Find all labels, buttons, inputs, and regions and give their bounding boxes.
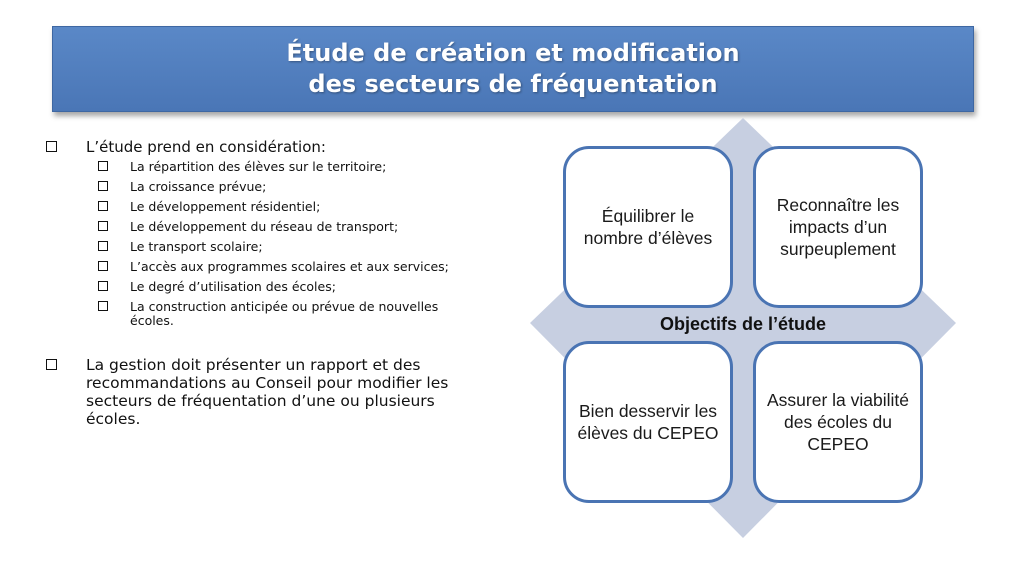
checkbox-icon xyxy=(46,141,57,152)
checkbox-icon xyxy=(98,241,108,251)
list-item xyxy=(98,300,456,328)
intro-bullet xyxy=(46,138,456,156)
list-item-text: Le développement résidentiel; xyxy=(130,199,321,214)
list-item xyxy=(98,260,456,274)
objective-text: Reconnaître les impacts d’un surpeuplement xyxy=(776,195,900,259)
list-item xyxy=(98,160,456,174)
conclusion-text: La gestion doit présenter un rapport et des recommandations au Conseil pour modifier les secteurs de fréquentation d’une ou plusieurs écoles. xyxy=(86,356,449,428)
objective-balance xyxy=(563,146,733,308)
list-item xyxy=(98,180,456,194)
list-item-text: La répartition des élèves sur le territoire; xyxy=(130,159,387,174)
conclusion-bullet xyxy=(46,356,456,428)
sub-list xyxy=(98,160,456,328)
list-item xyxy=(98,200,456,214)
title-banner xyxy=(52,26,974,112)
objective-serve-students xyxy=(563,341,733,503)
checkbox-icon xyxy=(98,301,108,311)
objective-overcrowding xyxy=(753,146,923,308)
list-item-text: L’accès aux programmes scolaires et aux services; xyxy=(130,259,449,274)
title-line-1: Étude de création et modification xyxy=(286,39,740,67)
list-item-text: La croissance prévue; xyxy=(130,179,267,194)
objective-text: Assurer la viabilité des écoles du CEPEO xyxy=(767,390,909,454)
list-item-text: Le développement du réseau de transport; xyxy=(130,219,399,234)
objectives-diagram xyxy=(530,118,950,536)
checkbox-icon xyxy=(98,261,108,271)
objective-text: Bien desservir les élèves du CEPEO xyxy=(577,401,719,443)
checkbox-icon xyxy=(98,201,108,211)
list-item-text: La construction anticipée ou prévue de nouvelles écoles. xyxy=(130,299,439,328)
intro-text: L’étude prend en considération: xyxy=(86,138,326,156)
objective-text: Équilibrer le nombre d’élèves xyxy=(583,206,713,248)
list-item-text: Le degré d’utilisation des écoles; xyxy=(130,279,336,294)
checkbox-icon xyxy=(98,281,108,291)
considerations-list xyxy=(46,138,456,428)
diagram-center-label: Objectifs de l’étude xyxy=(659,314,827,334)
checkbox-icon xyxy=(46,359,57,370)
checkbox-icon xyxy=(98,161,108,171)
objective-viability xyxy=(753,341,923,503)
checkbox-icon xyxy=(98,181,108,191)
list-item xyxy=(98,240,456,254)
title-line-2: des secteurs de fréquentation xyxy=(308,70,718,98)
checkbox-icon xyxy=(98,221,108,231)
list-item xyxy=(98,280,456,294)
list-item-text: Le transport scolaire; xyxy=(130,239,263,254)
list-item xyxy=(98,220,456,234)
